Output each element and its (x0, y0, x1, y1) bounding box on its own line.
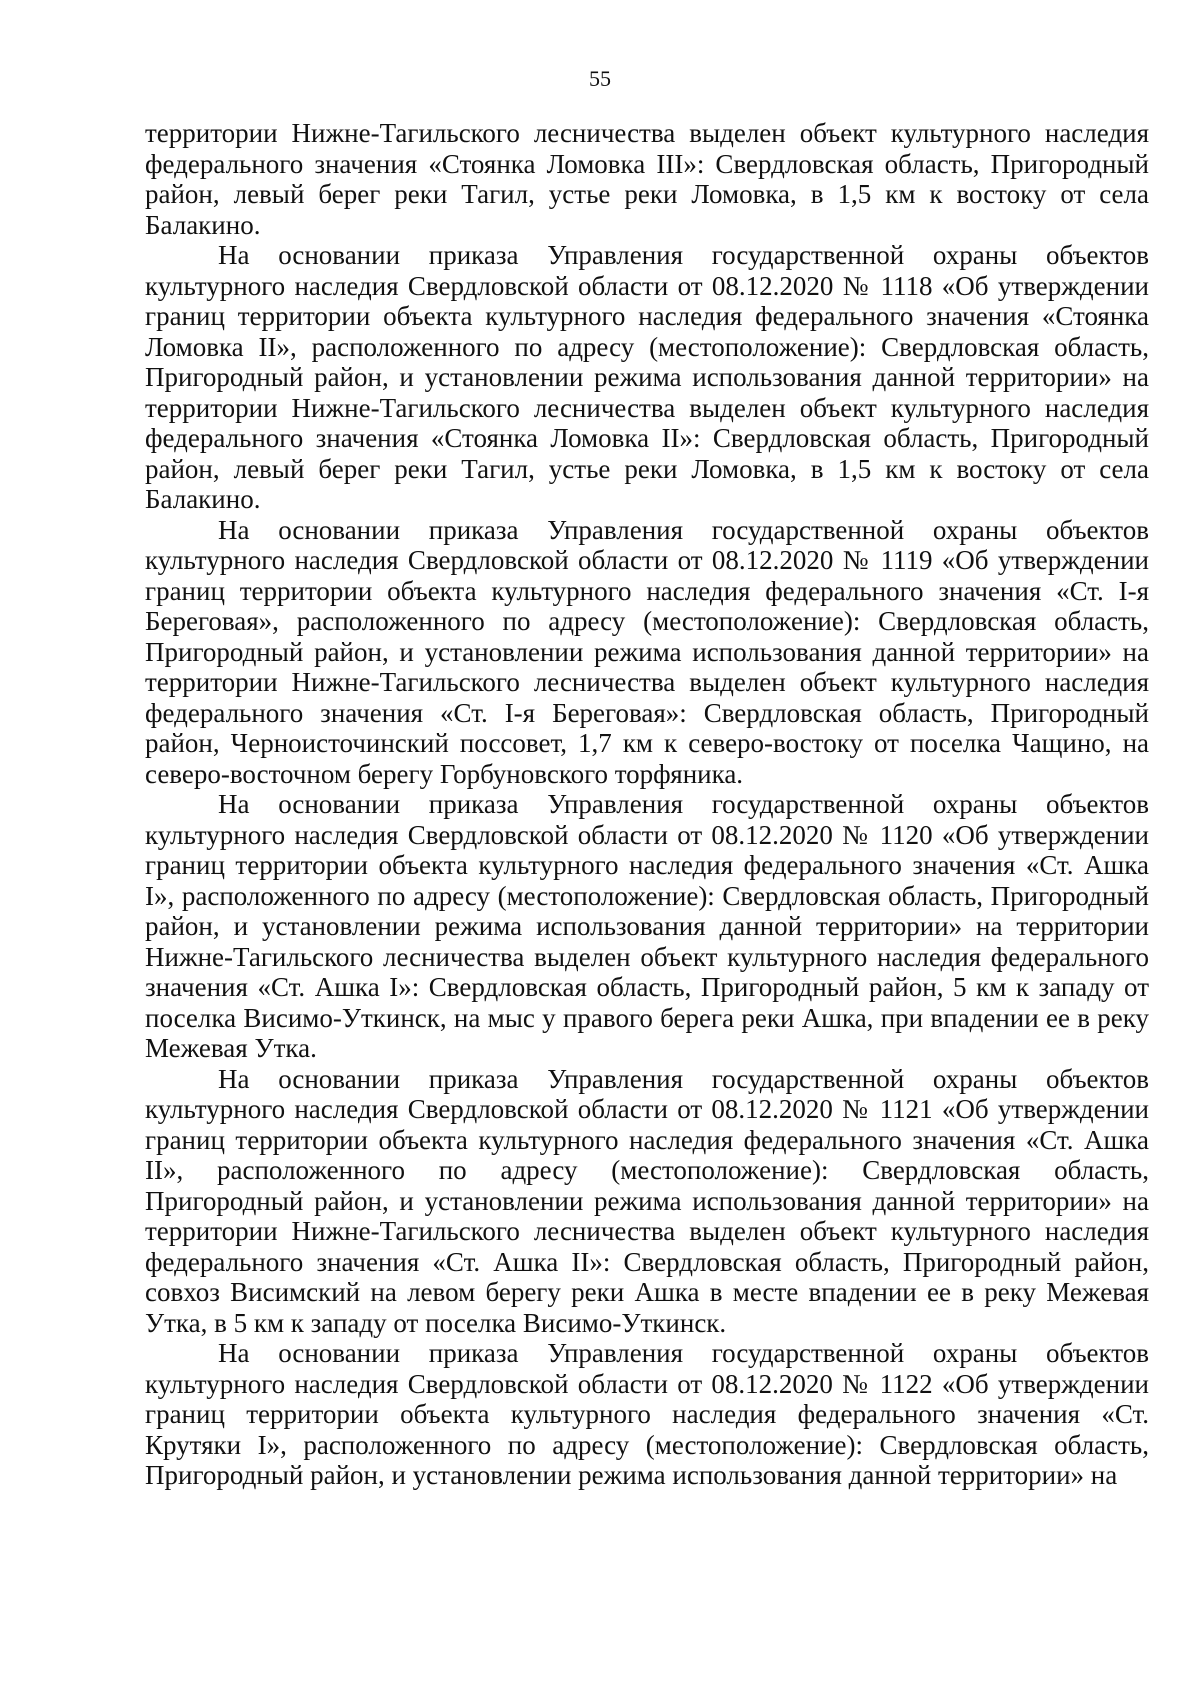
paragraph-order-1121: На основании приказа Управления государственной охраны объектов культурного наследия Свердловской области от 08.12.2020 № 1121 «Об утверждении границ территории объекта культурного наследия федерального значения «Ст. Ашка II», расположенного по адресу (местоположение): Свердловская область, Пригородный район, и установлении режима использования данной территории» на территории Нижне-Тагильского лесничества выделен объект культурного наследия федерального значения «Ст. Ашка II»: Свердловская область, Пригородный район, совхоз Висимский на левом берегу реки Ашка в месте впадении ее в реку Межевая Утка, в 5 км к западу от поселка Висимо-Уткинск. (145, 1063, 1149, 1338)
paragraph-order-1122: На основании приказа Управления государственной охраны объектов культурного наследия Свердловской области от 08.12.2020 № 1122 «Об утверждении границ территории объекта культурного наследия федерального значения «Ст. Крутяки I», расположенного по адресу (местоположение): Свердловская область, Пригородный район, и установлении режима использования данной территории» на (145, 1338, 1149, 1490)
paragraph-order-1118: На основании приказа Управления государственной охраны объектов культурного наследия Свердловской области от 08.12.2020 № 1118 «Об утверждении границ территории объекта культурного наследия федерального значения «Стоянка Ломовка II», расположенного по адресу (местоположение): Свердловская область, Пригородный район, и установлении режима использования данной территории» на территории Нижне-Тагильского лесничества выделен объект культурного наследия федерального значения «Стоянка Ломовка II»: Свердловская область, Пригородный район, левый берег реки Тагил, устье реки Ломовка, в 1,5 км к востоку от села Балакино. (145, 240, 1149, 514)
document-body (145, 118, 1149, 1491)
paragraph-order-1120: На основании приказа Управления государственной охраны объектов культурного наследия Свердловской области от 08.12.2020 № 1120 «Об утверждении границ территории объекта культурного наследия федерального значения «Ст. Ашка I», расположенного по адресу (местоположение): Свердловская область, Пригородный район, и установлении режима использования данной территории» на территории Нижне-Тагильского лесничества выделен объект культурного наследия федерального значения «Ст. Ашка I»: Свердловская область, Пригородный район, 5 км к западу от поселка Висимо-Уткинск, на мыс у правого берега реки Ашка, при впадении ее в реку Межевая Утка. (145, 789, 1149, 1063)
page-number: 55 (589, 66, 611, 91)
paragraph-continuation: территории Нижне-Тагильского лесничества выделен объект культурного наследия федерального значения «Стоянка Ломовка III»: Свердловская область, Пригородный район, левый берег реки Тагил, устье реки Ломовка, в 1,5 км к востоку от села Балакино. (145, 118, 1149, 240)
paragraph-order-1119: На основании приказа Управления государственной охраны объектов культурного наследия Свердловской области от 08.12.2020 № 1119 «Об утверждении границ территории объекта культурного наследия федерального значения «Ст. I-я Береговая», расположенного по адресу (местоположение): Свердловская область, Пригородный район, и установлении режима использования данной территории» на территории Нижне-Тагильского лесничества выделен объект культурного наследия федерального значения «Ст. I-я Береговая»: Свердловская область, Пригородный район, Черноисточинский поссовет, 1,7 км к северо-востоку от поселка Чащино, на северо-восточном берегу Горбуновского торфяника. (145, 514, 1149, 789)
